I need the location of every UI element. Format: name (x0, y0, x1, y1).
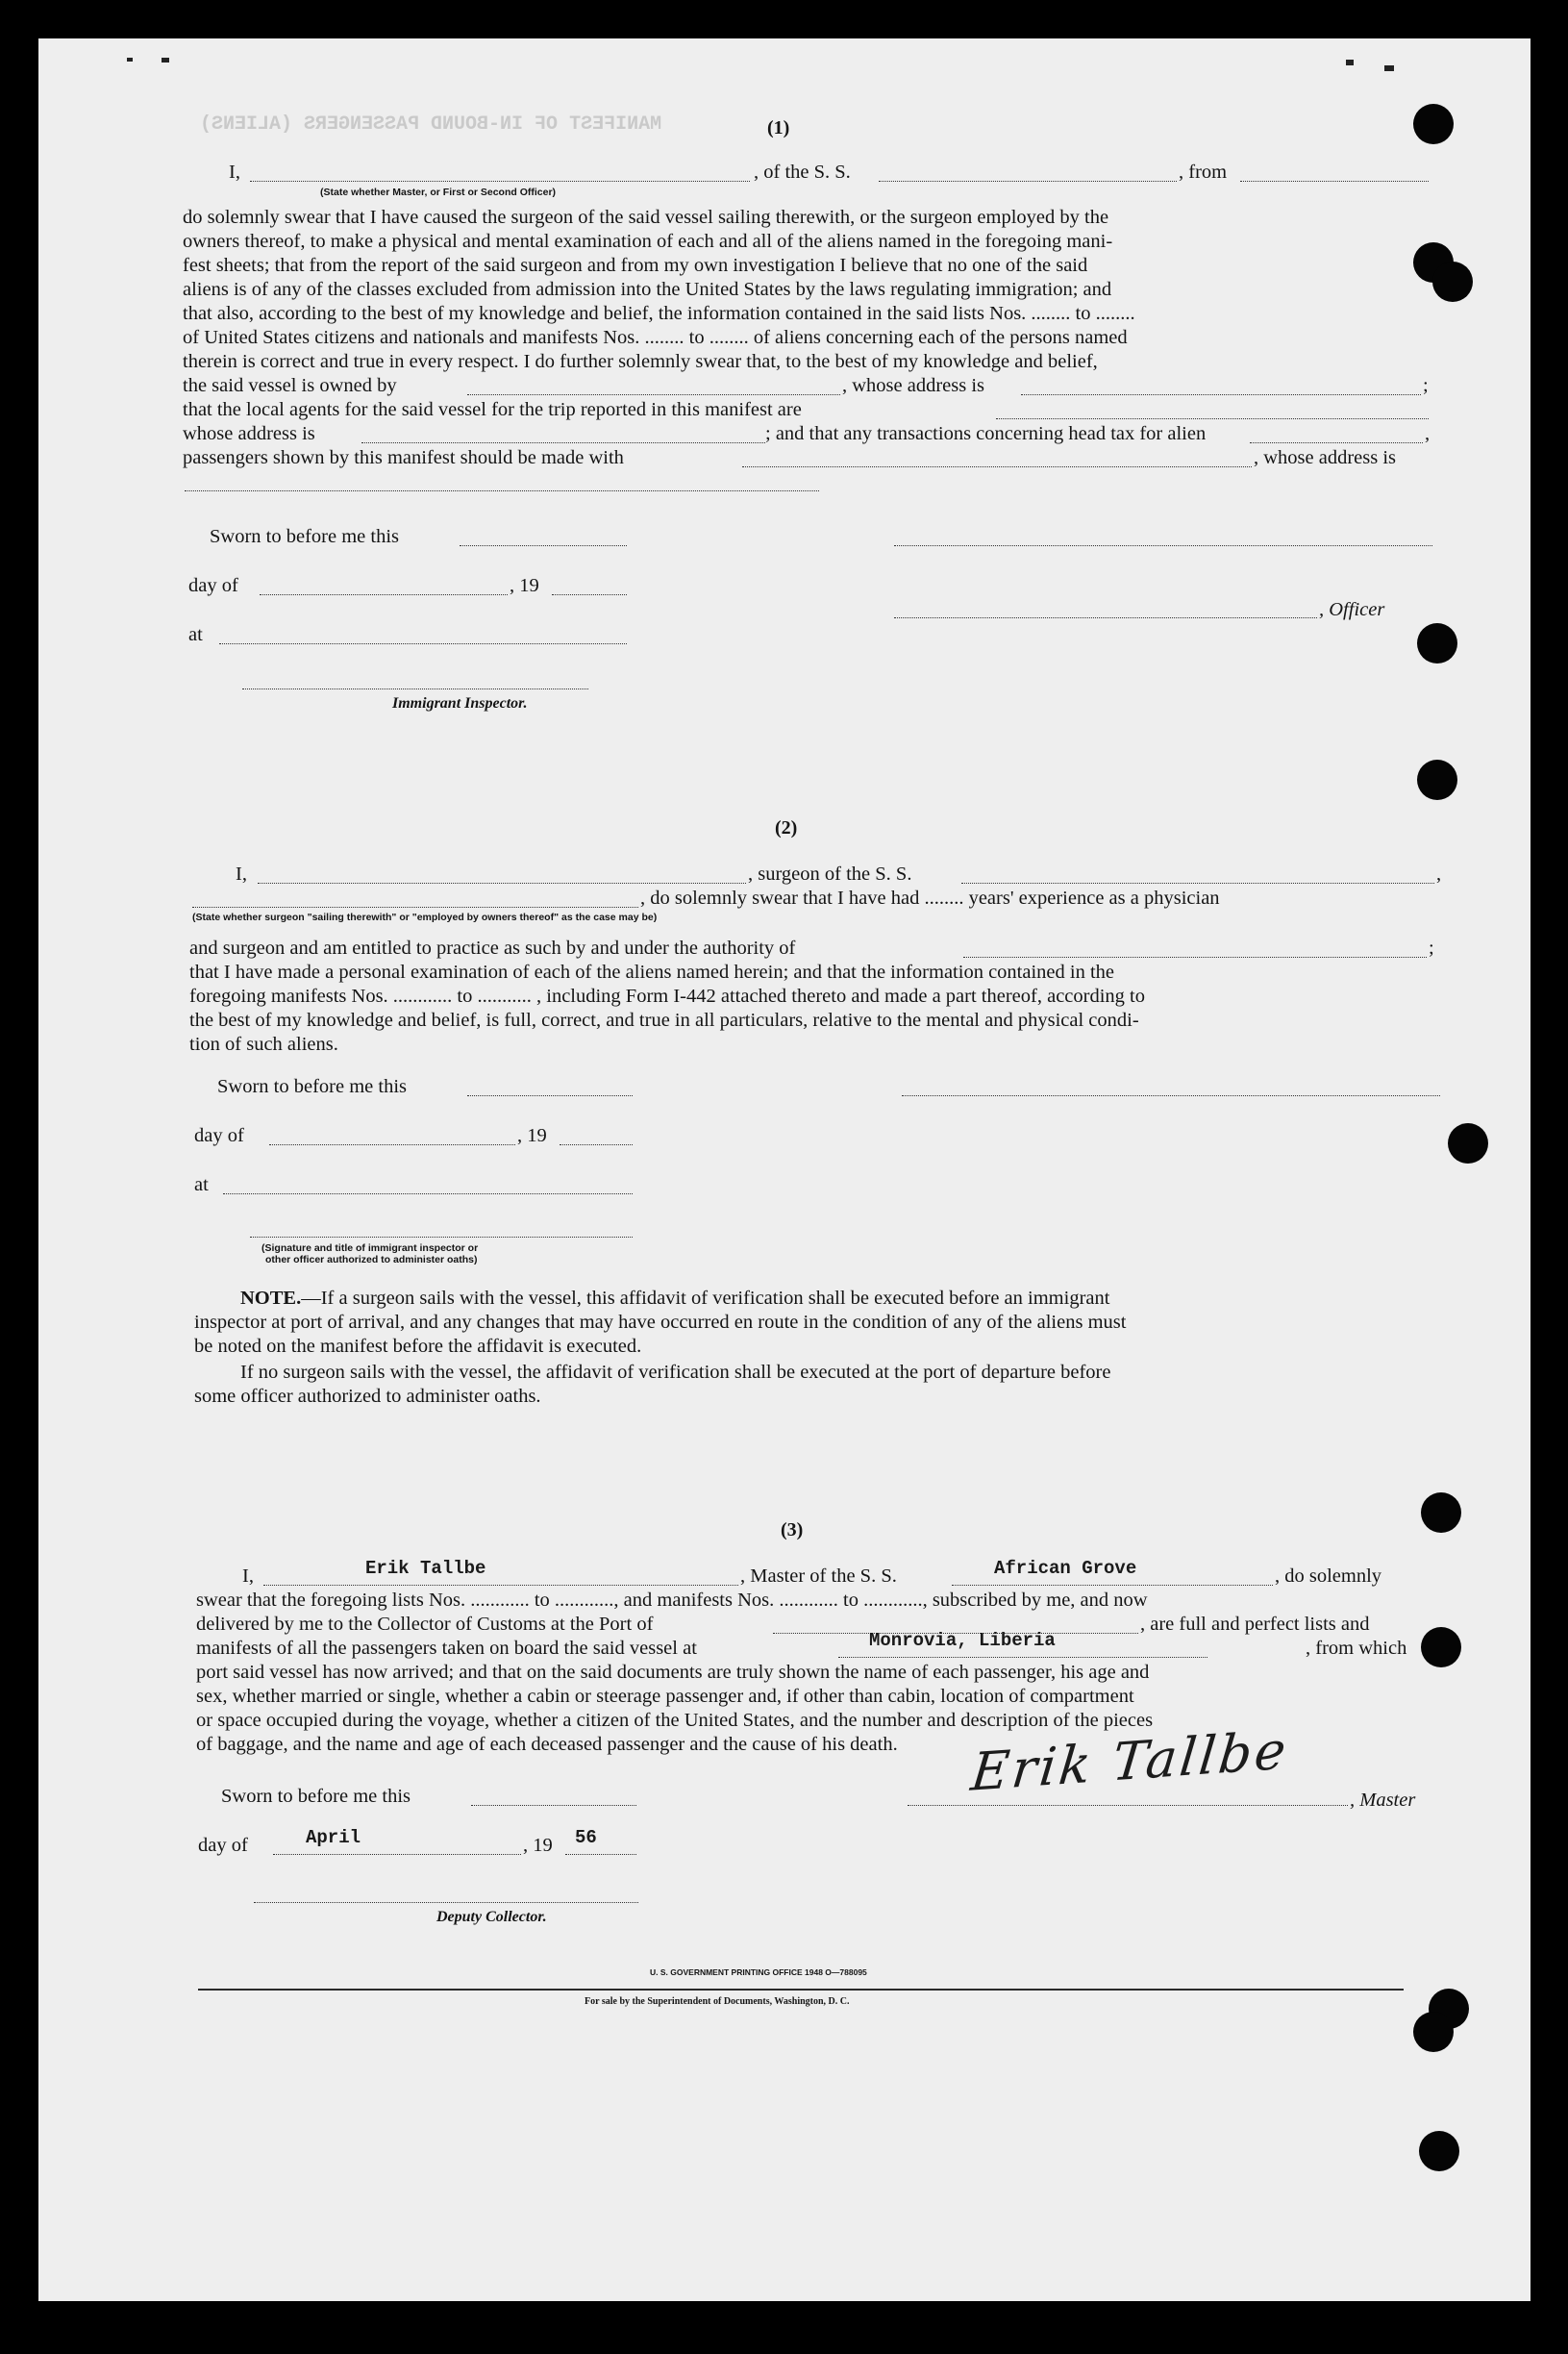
s2-authority-blank[interactable] (963, 957, 1427, 958)
section-1-number: (1) (767, 117, 790, 138)
s2-authority: and surgeon and am entitled to practice as such by and under the authority of (189, 938, 796, 959)
s2-note-label: NOTE. (240, 1288, 302, 1309)
s2-sig-caption-1: (Signature and title of immigrant inspector or (261, 1242, 479, 1254)
s1-officer-sig-line-2[interactable] (894, 617, 1317, 618)
speck (1384, 65, 1394, 71)
s3-i: I, (242, 1565, 254, 1587)
s1-whose-address-2: whose address is (183, 423, 315, 444)
s1-line: fest sheets; that from the report of the said surgeon and from my own investigation I believe that no one of the said (183, 255, 1088, 276)
speck (1346, 60, 1354, 65)
s1-agents-blank[interactable] (996, 418, 1429, 419)
gpo-imprint: U. S. GOVERNMENT PRINTING OFFICE 1948 O—788095 (650, 1967, 867, 1977)
s2-vessel-blank[interactable] (961, 883, 1434, 884)
s3-collector-label: Deputy Collector. (436, 1909, 547, 1925)
punch-hole (1419, 2131, 1459, 2171)
s3-port-blank[interactable] (838, 1657, 1207, 1658)
s3-master-of: , Master of the S. S. (740, 1565, 897, 1587)
s2-line: foregoing manifests Nos. ............ to ........... , including Form I-442 attached thereto and made a part thereof, according to (189, 986, 1145, 1007)
manifest-form-page (38, 38, 1531, 2301)
s3-master-sig-line[interactable] (908, 1805, 1348, 1806)
s3-vessel-name: African Grove (994, 1558, 1137, 1579)
s3-sworn-blank[interactable] (471, 1805, 636, 1806)
s3-master-name: Erik Tallbe (365, 1558, 486, 1579)
s2-note-line (240, 1289, 1109, 1309)
s3-line: of baggage, and the name and age of each deceased passenger and the cause of his death. (196, 1734, 898, 1755)
bleed-through-header: MANIFEST OF IN-BOUND PASSENGERS (ALIENS) (200, 113, 662, 136)
s2-semicolon: ; (1429, 938, 1434, 959)
s3-port-name: Monrovia, Liberia (869, 1630, 1056, 1651)
s2-i: I, (236, 864, 247, 885)
s1-caption: (State whether Master, or First or Second Officer) (320, 187, 557, 198)
s1-made-with: passengers shown by this manifest should be made with (183, 447, 624, 468)
s3-master-label: , Master (1350, 1790, 1416, 1811)
punch-hole (1448, 1123, 1488, 1164)
punch-hole (1417, 623, 1457, 664)
s3-line: port said vessel has now arrived; and that on the said documents are truly shown the name of each passenger, his age and (196, 1662, 1150, 1683)
s1-officer-blank[interactable] (250, 181, 750, 182)
punch-hole (1432, 262, 1473, 302)
section-3-number: (3) (781, 1519, 804, 1540)
s1-i: I, (229, 162, 240, 183)
s1-year-blank[interactable] (552, 594, 627, 595)
punch-hole (1421, 1627, 1461, 1667)
s2-sworn-blank[interactable] (467, 1095, 633, 1096)
s1-line: that also, according to the best of my knowledge and belief, the information contained in the said lists Nos. ........ to ........ (183, 303, 1135, 324)
footer-rule (198, 1989, 1404, 1991)
s1-owned-by: the said vessel is owned by (183, 375, 397, 396)
s1-line-end-blank[interactable] (1250, 442, 1423, 443)
s3-vessel-blank[interactable] (952, 1585, 1273, 1586)
s2-line: tion of such aliens. (189, 1034, 338, 1055)
speck (162, 58, 169, 63)
punch-hole (1413, 2012, 1454, 2052)
s3-collector-sig-line[interactable] (254, 1902, 638, 1903)
s1-head-tax: ; and that any transactions concerning head tax for alien (765, 423, 1207, 444)
s2-line: that I have made a personal examination of each of the aliens named herein; and that the information contained in the (189, 962, 1114, 983)
s2-at-blank[interactable] (223, 1193, 633, 1194)
s1-agents: that the local agents for the said vessel for the trip reported in this manifest are (183, 399, 802, 420)
s1-semicolon: ; (1423, 375, 1429, 396)
s1-last-blank[interactable] (185, 490, 819, 491)
s3-year-blank[interactable] (565, 1854, 636, 1855)
s1-from: , from (1179, 162, 1228, 183)
s3-line: or space occupied during the voyage, whether a citizen of the United States, and the number and description of the pieces (196, 1710, 1154, 1731)
s3-do-solemnly: , do solemnly (1275, 1565, 1382, 1587)
s2-caption: (State whether surgeon "sailing therewith" or "employed by owners thereof" as the case may be) (192, 912, 658, 923)
s2-sworn: Sworn to before me this (217, 1076, 407, 1097)
s1-whose-address-end: , whose address is (1254, 447, 1397, 468)
punch-hole (1413, 104, 1454, 144)
s2-at: at (194, 1174, 209, 1195)
punch-hole (1417, 760, 1457, 800)
s3-line: swear that the foregoing lists Nos. ............ to ............, and manifests Nos. ............ to ............, subscribed by me, and now (196, 1590, 1148, 1611)
s3-line: sex, whether married or single, whether a cabin or steerage passenger and, if other than cabin, location of compartment (196, 1686, 1134, 1707)
s3-year: 56 (575, 1827, 597, 1848)
s1-at-blank[interactable] (219, 643, 627, 644)
s3-line-end: , are full and perfect lists and (1140, 1614, 1370, 1635)
s1-inspector-label: Immigrant Inspector. (392, 695, 528, 712)
s2-signature-line[interactable] (902, 1095, 1440, 1096)
s2-do-swear: , do solemnly swear that I have had ........ years' experience as a physician (640, 888, 1220, 909)
s1-line: therein is correct and true in every respect. I do further solemnly swear that, to the best of my knowledge and belief, (183, 351, 1098, 372)
s1-at: at (188, 624, 203, 645)
s1-agents-address-blank[interactable] (361, 442, 765, 443)
s1-day-of: day of (188, 575, 238, 596)
s1-vessel-blank[interactable] (879, 181, 1177, 182)
s2-note-line: inspector at port of arrival, and any changes that may have occurred en route in the condition of any of the aliens must (194, 1312, 1127, 1333)
s2-line: the best of my knowledge and belief, is full, correct, and true in all particulars, relative to the mental and physical condi- (189, 1010, 1139, 1031)
s1-comma: , (1425, 423, 1431, 444)
s3-line: delivered by me to the Collector of Customs at the Port of (196, 1614, 654, 1635)
s3-line-end: , from which (1306, 1638, 1407, 1659)
s3-day-of: day of (198, 1835, 248, 1856)
s1-from-blank[interactable] (1240, 181, 1429, 182)
punch-hole (1421, 1492, 1461, 1533)
s3-line: manifests of all the passengers taken on board the said vessel at (196, 1638, 697, 1659)
footer-sale-note: For sale by the Superintendent of Documents, Washington, D. C. (585, 1996, 850, 2007)
s2-surgeon-blank[interactable] (258, 883, 746, 884)
s1-line: do solemnly swear that I have caused the surgeon of the said vessel sailing therewith, or the surgeon employed by the (183, 207, 1109, 228)
s1-line: of United States citizens and nationals and manifests Nos. ........ to ........ of aliens concerning each of the persons named (183, 327, 1128, 348)
s1-owner-address-blank[interactable] (1021, 394, 1421, 395)
s1-of-ss: , of the S. S. (754, 162, 851, 183)
s1-owner-blank[interactable] (467, 394, 840, 395)
s1-whose-address: , whose address is (842, 375, 985, 396)
s3-master-blank[interactable] (263, 1585, 738, 1586)
s2-year-blank[interactable] (560, 1144, 633, 1145)
s1-nineteen: , 19 (510, 575, 539, 596)
s1-line: aliens is of any of the classes excluded from admission into the United States by the laws regulating immigration; and (183, 279, 1112, 300)
s1-officer: , Officer (1319, 599, 1385, 620)
s2-day-of: day of (194, 1125, 244, 1146)
s1-officer-sig-line-1[interactable] (894, 545, 1432, 546)
s3-day-blank[interactable] (273, 1854, 521, 1855)
s2-note-line: If no surgeon sails with the vessel, the affidavit of verification shall be executed at the port of departure before (240, 1362, 1111, 1383)
section-2-number: (2) (775, 817, 798, 839)
s2-type-blank[interactable] (192, 907, 638, 908)
s1-day-blank[interactable] (260, 594, 508, 595)
s3-nineteen: , 19 (523, 1835, 553, 1856)
s3-master-signature-text: Erik Tallbe (968, 1719, 1292, 1803)
s2-note-line: be noted on the manifest before the affidavit is executed. (194, 1336, 642, 1357)
s3-month: April (306, 1827, 361, 1848)
s2-note-line: some officer authorized to administer oaths. (194, 1386, 541, 1407)
s1-sworn: Sworn to before me this (210, 526, 399, 547)
s2-note-text: —If a surgeon sails with the vessel, this affidavit of verification shall be executed before an immigrant (301, 1288, 1110, 1309)
s2-surgeon-of: , surgeon of the S. S. (748, 864, 912, 885)
speck (127, 58, 133, 62)
s2-day-blank[interactable] (269, 1144, 515, 1145)
s3-sworn: Sworn to before me this (221, 1786, 411, 1807)
s2-inspector-sig-line[interactable] (250, 1237, 633, 1238)
s1-sworn-blank[interactable] (460, 545, 627, 546)
s1-headtax-blank[interactable] (742, 466, 1252, 467)
s2-sig-caption-2: other officer authorized to administer oaths) (265, 1254, 478, 1265)
s1-line: owners thereof, to make a physical and mental examination of each and all of the aliens named in the foregoing mani- (183, 231, 1113, 252)
s2-comma: , (1436, 864, 1442, 885)
s3-master-signature (968, 1719, 1291, 1803)
s2-nineteen: , 19 (517, 1125, 547, 1146)
